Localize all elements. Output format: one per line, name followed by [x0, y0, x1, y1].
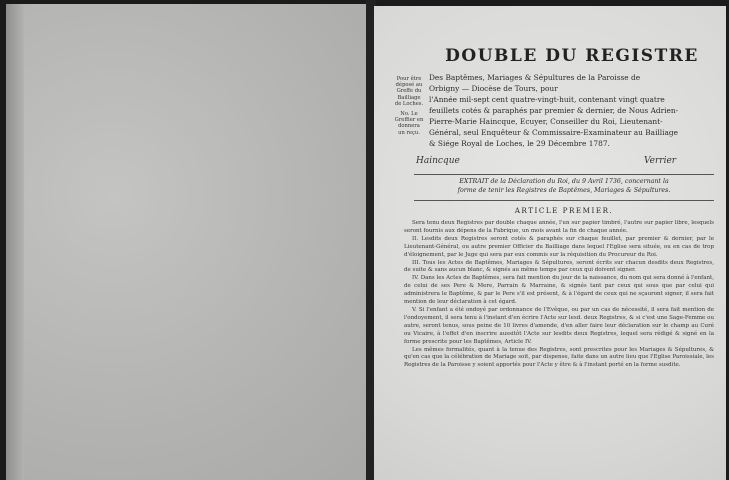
blank-left-page: [6, 4, 366, 480]
article-paragraph: IV. Dans les Actes de Baptêmes, sera fait mention du jour de la naissance, du nom qui sera donné à l'enfant, de celui de ses Pere & Mere, Parrain & Marraine, & signés tant par ceux qui sous que par celui qui administrera le Baptême, & par le Pere s'il est présent, & à l'égard de ceux qui ne sçauront signer, il sera fait mention de leur déclaration à cet égard.: [404, 275, 714, 306]
page-edge: [6, 4, 24, 480]
article-paragraph: V. Si l'enfant a été ondoyé par ordonnance de l'Evêque, ou par un cas de nécessité, il sera fait mention de l'ondoyement, il sera tenu à l'instant d'en écrire l'Acte sur lesd. deux Registres, & si c'est une Sage-Femme ou autre, seront tenus, sous peine de 10 livres d'amende, d'en aller faire leur déclaration sur le champ au Curé ou Vicaire, à l'effet d'en inscrire aussitôt l'Acte sur lesdits deux Registres, lequel sera rédigé & signé en la forme prescrite pour les Baptêmes, Article IV.: [404, 306, 714, 345]
header-line: Orbigny — Diocèse de Tours, pour: [429, 84, 558, 93]
margin-note-deposit: Pour être déposé au Greffe du Bailliage de Loches.: [394, 76, 424, 107]
article-paragraph: II. Lesdits deux Registres seront cotés & paraphés sur chaque feuillet, par premier & dernier, par le Lieutenant-Général, ou autre premier Officier du Bailliage dans lequel l'Eglise sera située, ou en cas de trop d'éloignement, par le Juge qui sera par eux commis sur la réquisition du Procureur du Roi.: [404, 235, 714, 258]
header-line: Des Baptêmes, Mariages & Sépultures de la Paroisse de: [429, 73, 641, 82]
articles-body: [404, 220, 714, 370]
header-line: feuillets cotés & paraphés par premier & dernier, de Nous Adrien-: [429, 106, 679, 115]
article-paragraph: III. Tous les Actes de Baptêmes, Mariages & Sépultures, seront écrits sur chacun desdits deux Registres, de suite & sans aucun blanc, & signés au même temps par ceux qui doivent signer.: [404, 259, 714, 274]
margin-note-receipt: No. Le Greffier en donnera un reçu.: [394, 111, 424, 136]
extrait-heading: [414, 177, 714, 195]
header-line: & Siége Royal de Loches, le 29 Décembre 1787.: [429, 139, 610, 148]
signature-haincque: Haincque: [416, 156, 460, 166]
register-header: [429, 72, 719, 149]
extrait-line: forme de tenir les Registres de Baptêmes, Mariages & Sépultures.: [457, 187, 671, 194]
article-paragraph: Sera tenu deux Registres par double chaque année, l'un sur papier timbré, l'autre sur papier libre, lesquels seront fournis aux dépens de la Fabrique, un mois avant la fin de chaque année.: [404, 220, 714, 234]
signature-verrier: Verrier: [644, 156, 677, 166]
extrait-line: EXTRAIT de la Déclaration du Roi, du 9 Avril 1736, concernant la: [459, 178, 669, 185]
header-line: Général, seul Enquêteur & Commissaire-Examinateur au Bailliage: [429, 128, 679, 137]
page-title: DOUBLE DU REGISTRE: [445, 46, 699, 66]
header-line: l'Année mil-sept cent quatre-vingt-huit, contenant vingt quatre: [429, 95, 665, 104]
article-paragraph: Les mêmes formalités, quant à la tenue des Registres, sont prescrites pour les Mariages & Sépultures, & qu'en cas que la célébration de Mariage soit, par dispense, faite dans un autre lieu que l'Eglise Paroissiale, les Registres de la Paroisse y soient apportés pour l'Acte y être & à l'instant porté en la forme susdite.: [404, 346, 714, 369]
article-heading: ARTICLE PREMIER.: [514, 206, 614, 215]
divider: [414, 200, 714, 201]
header-line: Pierre-Marie Haincque, Ecuyer, Conseiller du Roi, Lieutenant-: [429, 117, 663, 126]
register-page: [374, 6, 726, 480]
divider: [414, 174, 714, 175]
